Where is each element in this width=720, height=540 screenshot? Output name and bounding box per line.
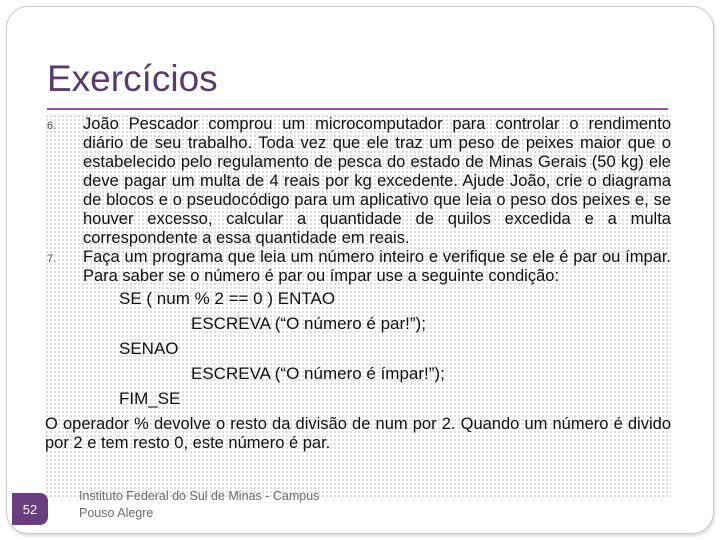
page-number-badge: 52 bbox=[12, 493, 48, 525]
title-divider bbox=[47, 108, 668, 110]
slide-body bbox=[45, 115, 671, 453]
footer bbox=[79, 488, 319, 522]
exercise-text: Faça um programa que leia um número inteiro e verifique se ele é par ou ímpar. Para saber se o número é par ou ímpar use a seguinte condição: bbox=[83, 248, 671, 285]
code-line: SENAO bbox=[119, 339, 179, 358]
code-line: FIM_SE bbox=[119, 389, 181, 408]
exercise-number: 7. bbox=[47, 253, 57, 265]
code-line: ESCREVA (“O número é ímpar!”); bbox=[191, 364, 445, 383]
footer-campus: Pouso Alegre bbox=[79, 506, 154, 520]
exercise-item-7 bbox=[45, 248, 671, 286]
exercise-item-6 bbox=[45, 115, 671, 248]
exercise-number: 6. bbox=[47, 120, 57, 132]
code-line: SE ( num % 2 == 0 ) ENTAO bbox=[119, 289, 336, 308]
code-line: ESCREVA (“O número é par!”); bbox=[191, 314, 426, 333]
slide-title: Exercícios bbox=[47, 58, 218, 99]
closing-paragraph: O operador % devolve o resto da divisão de num por 2. Quando um número é divido por 2 e tem resto 0, este número é par. bbox=[45, 415, 671, 452]
footer-institution: Instituto Federal do Sul de Minas - Campus bbox=[79, 489, 320, 503]
exercise-text: João Pescador comprou um microcomputador para controlar o rendimento diário de seu trabalho. Toda vez que ele traz um peso de peixes maior que o estabelecido pelo regulamento de pesca do estado de Minas Gerais (50 kg) ele deve pagar um multa de 4 reais por kg excedente. Ajude João, crie o diagrama de blocos e o pseudocódigo para um aplicativo que leia o peso dos peixes e, se houver excesso, calcular a quantidade de quilos excedida e a multa correspondente a essa quantidade em reais. bbox=[83, 115, 671, 247]
